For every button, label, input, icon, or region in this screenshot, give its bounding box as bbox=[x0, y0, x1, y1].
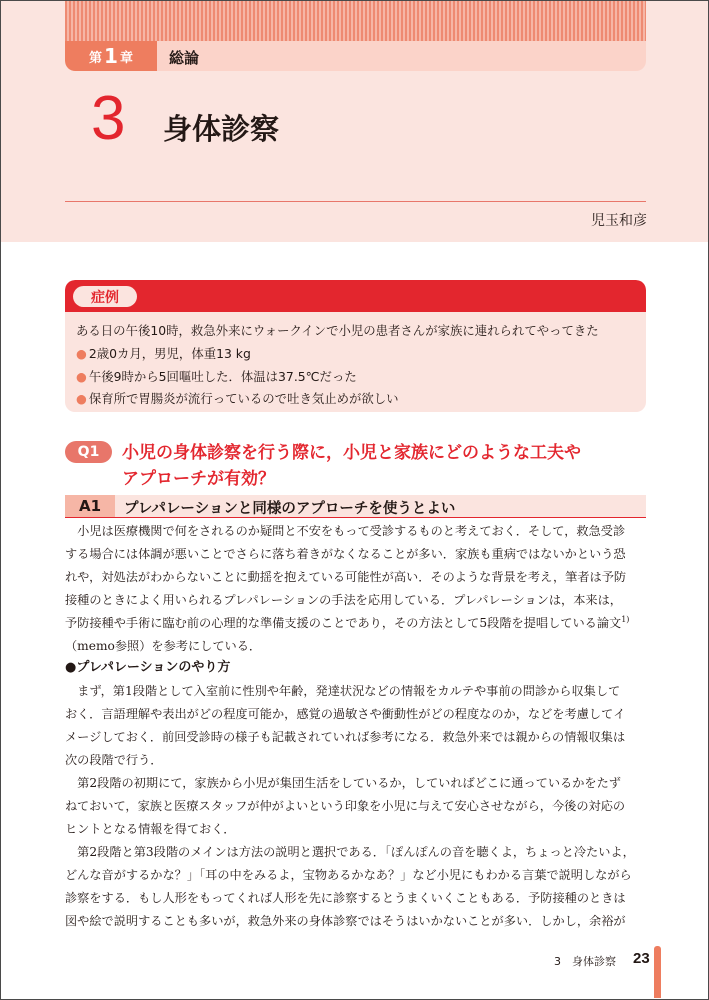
page-number: 23 bbox=[633, 950, 650, 967]
case-label: 症例 bbox=[73, 286, 137, 307]
chapter-title: 総論 bbox=[169, 49, 200, 67]
case-header bbox=[65, 280, 646, 312]
chapter-bar bbox=[65, 41, 646, 71]
author-name: 児玉和彦 bbox=[591, 213, 647, 229]
body-line: 接種のときによく用いられるプレパレーションの手法を応用している．プレパレーションは，本来は， bbox=[65, 593, 622, 607]
case-bullet-item bbox=[76, 367, 357, 385]
header-divider bbox=[65, 201, 646, 202]
body-line: れや，対処法がわからないことに動揺を抱えている可能性が高い．そのような背景を考え，筆者は予防 bbox=[65, 570, 627, 584]
body-line: おく．言語理解や表出がどの程度可能か，感覚の過敏さや衝動性がどの程度なのか，などを考慮してイ bbox=[65, 707, 626, 721]
bullet-icon: ● bbox=[76, 346, 87, 361]
question-line-1: 小児の身体診察を行う際に，小児と家族にどのような工夫や bbox=[122, 443, 581, 463]
case-bullet-item bbox=[76, 389, 399, 407]
body-line: メージしておく．前回受診時の様子も記載されていれば参考になる．救急外来では親からの情報収集は bbox=[65, 730, 626, 744]
body-line-text: 予防接種や手術に臨む前の心理的な準備支援のことであり，その方法として5段階を提唱している論文 bbox=[65, 616, 622, 630]
answer-badge: A1 bbox=[65, 495, 115, 517]
body-line: 小児は医療機関で何をされるのか疑問と不安をもって受診するものと考えておく．そして，救急受診 bbox=[65, 524, 626, 538]
answer-text: プレパレーションと同様のアプローチを使うとよい bbox=[124, 501, 456, 517]
bullet-icon: ● bbox=[76, 369, 87, 384]
body-line: 第2段階の初期にて，家族から小児が集団生活をしているか，していればどこに通っているかをたず bbox=[65, 776, 621, 790]
chapter-label-pre: 第 bbox=[89, 50, 103, 66]
case-bullet-item bbox=[76, 344, 251, 362]
citation-superscript: 1) bbox=[621, 614, 630, 624]
body-line: 次の段階で行う． bbox=[65, 753, 163, 767]
body-line: ねておいて，家族と医療スタッフが仲がよいという印象を小児に与えて安心させながら，今後の対応の bbox=[65, 799, 626, 813]
top-hatch-decoration bbox=[65, 1, 646, 41]
body-line: する場合には体調が悪いことでさらに落ち着きがなくなることが多い．家族も重病ではないかという恐 bbox=[65, 547, 626, 561]
body-line: 第2段階と第3段階のメインは方法の説明と選択である．「ぽんぽんの音を聴くよ，ちょっと冷たいよ， bbox=[65, 845, 635, 859]
chapter-number: 1 bbox=[104, 44, 118, 68]
question-badge: Q1 bbox=[65, 441, 112, 463]
body-line bbox=[65, 614, 646, 631]
footer-section-label: 3 身体診察 bbox=[554, 955, 616, 968]
case-bullet-text: 午後9時から5回嘔吐した．体温は37.5℃だった bbox=[88, 369, 357, 384]
body-line: 図や絵で説明することも多いが，救急外来の身体診察ではそうはいかないことが多い．しかし，余裕が bbox=[65, 914, 626, 928]
section-title: 身体診察 bbox=[163, 112, 280, 146]
body-line: ヒントとなる情報を得ておく． bbox=[65, 822, 236, 836]
chapter-tab bbox=[65, 41, 157, 71]
body-line: （memo参照）を参考にしている． bbox=[65, 639, 262, 653]
case-bullet-text: 2歳0カ月，男児，体重13 kg bbox=[88, 346, 251, 361]
chapter-label-post: 章 bbox=[119, 50, 133, 66]
case-box bbox=[65, 280, 646, 412]
question-line-2: アプローチが有効？ bbox=[122, 469, 275, 489]
case-bullet-text: 保育所で胃腸炎が流行っているので吐き気止めが欲しい bbox=[88, 391, 399, 406]
case-line: ある日の午後10時，救急外来にウォークインで小児の患者さんが家族に連れられてやってきた bbox=[76, 323, 599, 338]
body-line: まず，第1段階として入室前に性別や年齢，発達状況などの情報をカルテや事前の問診から収集して bbox=[65, 684, 621, 698]
question-text bbox=[122, 440, 642, 492]
footer-tab-marker bbox=[654, 946, 661, 998]
subheading: ●プレパレーションのやり方 bbox=[65, 660, 231, 675]
bullet-icon: ● bbox=[76, 391, 87, 406]
body-line: 診察をする．もし人形をもってくれば人形を先に診察するとうまくいくこともある．予防接種のときは bbox=[65, 891, 626, 905]
body-line: どんな音がするかな？」「耳の中をみるよ，宝物あるかなあ？」など小児にもわかる言葉で説明しながら bbox=[65, 868, 632, 882]
section-number: 3 bbox=[91, 84, 126, 153]
